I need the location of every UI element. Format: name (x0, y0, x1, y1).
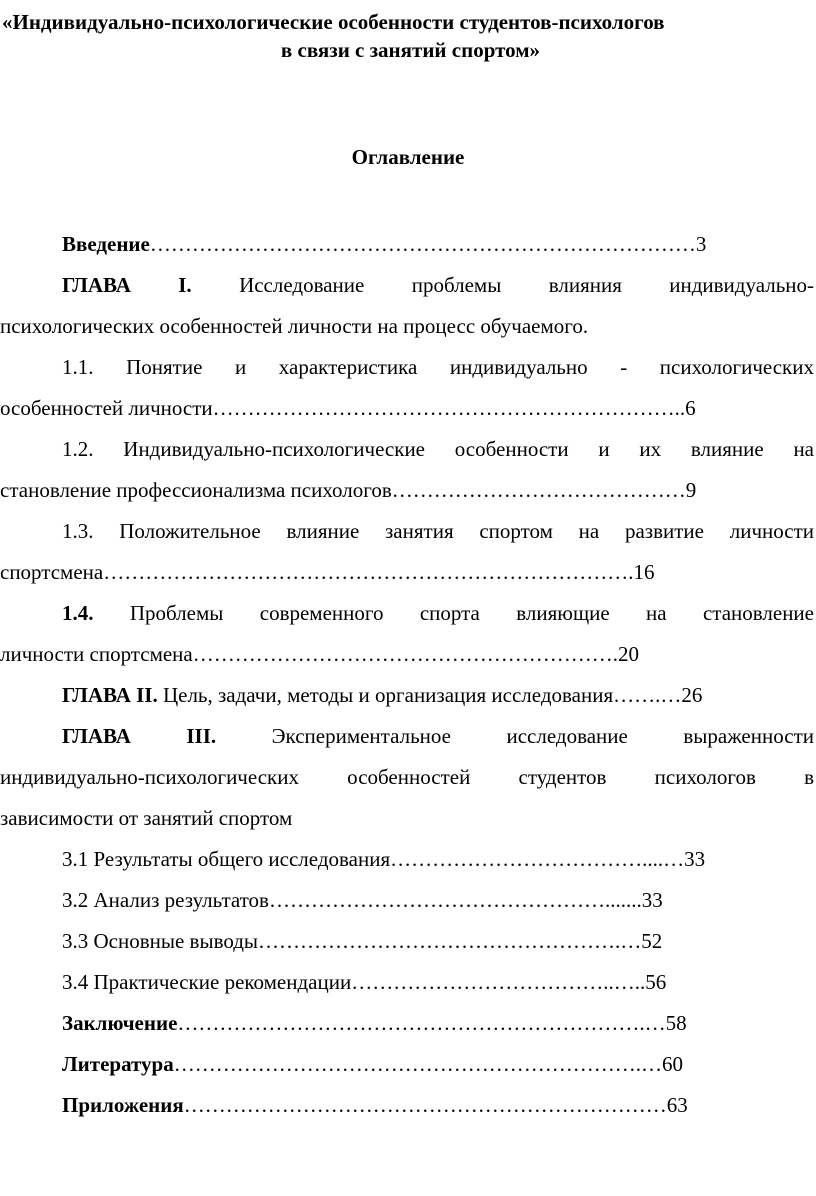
toc-entry-leader: ……………………………………………………………………3 (149, 232, 707, 256)
toc-entry-text: Экспериментальное исследование выраженности (271, 724, 814, 748)
toc-entry-text: Проблемы современного спорта влияющие на становление (129, 601, 814, 625)
toc-entry-number: 1.4. (62, 601, 94, 625)
toc-entry-label: ГЛАВА III. (62, 724, 217, 748)
toc-entry-line: психологических особенностей личности на процесс обучаемого. (0, 314, 589, 338)
toc-entry-3-3: 3.3 Основные выводы…………………………………………….…52 (62, 929, 663, 953)
toc-entry-leader: ………………………………………………………….…58 (177, 1011, 687, 1035)
toc-heading: Оглавление (351, 145, 465, 169)
toc-entry-appendices (0, 1085, 816, 1126)
document-title-line-2: в связи с занятий спортом» (280, 38, 541, 62)
toc-entry-line: особенностей личности…………………………………………………………..6 (0, 396, 696, 420)
toc-entry-conclusion (0, 1003, 816, 1044)
document-title-line-1: «Индивидуально-психологические особенности студентов-психологов (2, 10, 665, 34)
toc-entry-number: 1.2. (62, 437, 94, 461)
toc-entry-3-1: 3.1 Результаты общего исследования………………………………....…33 (62, 847, 706, 871)
toc-entry-literature (0, 1044, 816, 1085)
toc-entry-line: спортсмена………………………………………………………………….16 (0, 560, 655, 584)
toc-entry-line (0, 511, 816, 552)
toc-entry-line (0, 429, 816, 470)
toc-entry-1-3 (0, 511, 816, 593)
toc-entry-text: Цель, задачи, методы и организация исследования…….…26 (162, 683, 703, 707)
toc-entry-chapter-3 (0, 716, 816, 839)
toc-entry-label: ГЛАВА II. (62, 683, 158, 707)
toc-entry-text: Исследование проблемы влияния индивидуально- (239, 273, 815, 297)
document-title (0, 8, 816, 64)
toc-entry-leader: ……………………………………………………………63 (183, 1093, 688, 1117)
toc-entry-text: Индивидуально-психологические особенности и их влияние на (123, 437, 815, 461)
toc-entry-1-2 (0, 429, 816, 511)
toc-entry-label: Введение (62, 232, 150, 256)
toc-entry-1-1 (0, 347, 816, 429)
toc-entry-line (0, 593, 816, 634)
toc-entry-number: 1.1. (62, 355, 94, 379)
toc-entry-label: ГЛАВА I. (62, 273, 192, 297)
toc-entry-line: становление профессионализма психологов……………………………………9 (0, 478, 697, 502)
toc-entry-chapter-2 (0, 675, 816, 716)
toc-entry-1-4 (0, 593, 816, 675)
toc-entry-label: Приложения (62, 1093, 184, 1117)
toc-entry-text: Понятие и характеристика индивидуально - психологических (126, 355, 815, 379)
toc-entry-line: зависимости от занятий спортом (0, 806, 293, 830)
table-of-contents (0, 224, 816, 1126)
toc-entry-number: 1.3. (62, 519, 94, 543)
toc-entry-line (0, 265, 816, 306)
toc-entry-line (0, 347, 816, 388)
toc-entry-chapter-1 (0, 265, 816, 347)
toc-entry-label: Заключение (62, 1011, 178, 1035)
toc-entry-leader: ………………………………………………………….…60 (173, 1052, 683, 1076)
toc-entry-line (0, 716, 816, 757)
toc-entry-3-2: 3.2 Анализ результатов………………………………………….......33 (62, 888, 663, 912)
toc-entry-text: Положительное влияние занятия спортом на развитие личности (119, 519, 815, 543)
toc-entry-3-4: 3.4 Практические рекомендации………………………………..…..56 (62, 970, 667, 994)
toc-entry-line: личности спортсмена…………………………………………………….20 (0, 642, 639, 666)
toc-entry-line: индивидуально-психологических особенностей студентов психологов в (0, 765, 814, 789)
toc-entry-introduction (0, 224, 816, 265)
toc-entry-label: Литература (62, 1052, 174, 1076)
